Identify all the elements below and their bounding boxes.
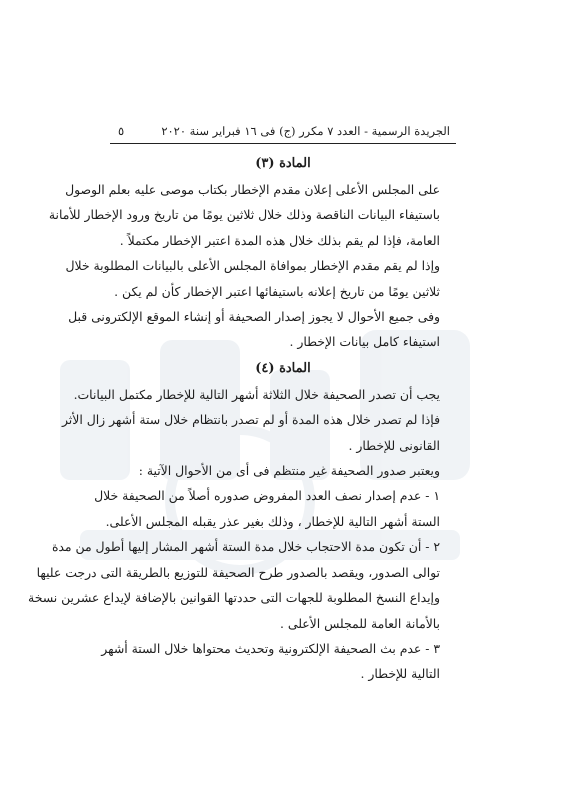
text-line: فإذا لم تصدر خلال هذه المدة أو لم تصدر بانتظام خلال ستة أشهر زال الأثر xyxy=(61,412,440,428)
text-line: باستيفاء البيانات الناقصة وذلك خلال ثلاثين يومًا من تاريخ ورود الإخطار للأمانة xyxy=(48,207,440,223)
text-line: بالأمانة العامة للمجلس الأعلى . xyxy=(279,615,440,631)
text-line: وفى جميع الأحوال لا يجوز إصدار الصحيفة أو إنشاء الموقع الإلكترونى قبل xyxy=(68,309,440,325)
header-divider xyxy=(110,143,456,144)
text-line: توالى الصدور، ويقصد بالصدور طرح الصحيفة للتوزيع بالطريقة التى درجت عليها xyxy=(36,564,440,580)
document-body xyxy=(28,150,454,687)
header-title: الجريدة الرسمية - العدد ٧ مكرر (ج) فى ١٦ فبراير سنة ٢٠٢٠ xyxy=(161,124,450,138)
text-line: يجب أن تصدر الصحيفة خلال الثلاثة أشهر التالية للإخطار مكتمل البيانات. xyxy=(73,386,440,402)
article-paragraph xyxy=(94,483,454,534)
text-line: ٢ - أن تكون مدة الاحتجاب خلال مدة الستة أشهر المشار إليها أطول من مدة xyxy=(51,539,440,555)
article-paragraph xyxy=(101,636,454,687)
page-header xyxy=(118,124,450,138)
article-paragraph xyxy=(65,253,454,304)
article-paragraph xyxy=(112,458,454,483)
text-line: العامة، فإذا لم يقم بذلك خلال هذه المدة اعتبر الإخطار مكتملاً . xyxy=(119,232,440,248)
article-paragraph xyxy=(48,177,454,253)
article-title: المادة (٤) xyxy=(255,360,311,376)
text-line: ١ - عدم إصدار نصف العدد المفروض صدوره أصلاً من الصحيفة خلال xyxy=(94,488,440,504)
article-paragraph xyxy=(61,407,454,458)
article-title: المادة (٣) xyxy=(255,156,311,171)
article-paragraph xyxy=(68,304,454,355)
text-line: استيفاء كامل بيانات الإخطار . xyxy=(289,334,440,350)
text-line: التالية للإخطار . xyxy=(360,666,440,682)
page-number: ٥ xyxy=(118,124,125,138)
text-line: القانونى للإخطار . xyxy=(348,437,440,453)
text-line: وإيداع النسخ المطلوبة للجهات التى حددتها القوانين بالإضافة لإيداع عشرين نسخة xyxy=(28,590,440,606)
article-paragraph xyxy=(73,382,454,407)
text-line: الستة أشهر التالية للإخطار ، وذلك بغير عذر يقبله المجلس الأعلى. xyxy=(105,513,440,529)
text-line: ثلاثين يومًا من تاريخ إعلانه باستيفائها اعتبر الإخطار كأن لم يكن . xyxy=(114,283,440,299)
text-line: على المجلس الأعلى إعلان مقدم الإخطار بكتاب موصى عليه بعلم الوصول xyxy=(65,182,440,197)
text-line: ويعتبر صدور الصحيفة غير منتظم فى أى من الأحوال الآتية : xyxy=(138,463,440,479)
text-line: وإذا لم يقم مقدم الإخطار بموافاة المجلس الأعلى بالبيانات المطلوبة خلال xyxy=(65,258,440,274)
article-paragraph xyxy=(28,534,454,636)
text-line: ٣ - عدم بث الصحيفة الإلكترونية وتحديث محتواها خلال الستة أشهر xyxy=(101,640,440,656)
